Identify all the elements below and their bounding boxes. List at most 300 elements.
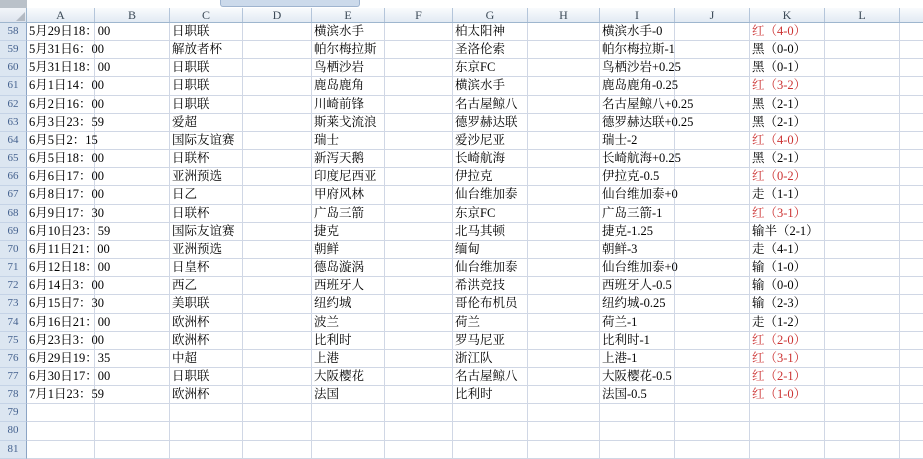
cell-B60[interactable] [95, 59, 170, 77]
cell-K76[interactable]: 红（3-1） [750, 350, 825, 368]
cell-D70[interactable] [243, 241, 312, 259]
row-header-62[interactable]: 62 [0, 96, 27, 114]
cell-M58[interactable] [900, 23, 923, 41]
cell-B75[interactable] [95, 332, 170, 350]
cell-B63[interactable] [95, 114, 170, 132]
cell-A81[interactable] [27, 441, 95, 459]
column-header-j[interactable]: J [675, 8, 750, 22]
cell-K63[interactable]: 黑（2-1） [750, 114, 825, 132]
cell-B68[interactable] [95, 205, 170, 223]
cell-H68[interactable] [528, 205, 600, 223]
cell-F76[interactable] [385, 350, 453, 368]
row-header-58[interactable]: 58 [0, 23, 27, 41]
cell-L64[interactable] [825, 132, 900, 150]
cell-E61[interactable]: 鹿岛鹿角 [312, 77, 385, 95]
cell-M67[interactable] [900, 186, 923, 204]
cell-D75[interactable] [243, 332, 312, 350]
cell-F67[interactable] [385, 186, 453, 204]
cell-H65[interactable] [528, 150, 600, 168]
cell-A75[interactable]: 6月23日3：00 [27, 332, 95, 350]
cell-F65[interactable] [385, 150, 453, 168]
cell-M81[interactable] [900, 441, 923, 459]
cell-H80[interactable] [528, 422, 600, 440]
cell-E66[interactable]: 印度尼西亚 [312, 168, 385, 186]
cell-A67[interactable]: 6月8日17：00 [27, 186, 95, 204]
cell-E69[interactable]: 捷克 [312, 223, 385, 241]
cell-B73[interactable] [95, 295, 170, 313]
cell-B72[interactable] [95, 277, 170, 295]
cell-M64[interactable] [900, 132, 923, 150]
cell-C78[interactable]: 欧洲杯 [170, 386, 243, 404]
cell-J62[interactable] [675, 96, 750, 114]
row-header-70[interactable]: 70 [0, 241, 27, 259]
cell-C80[interactable] [170, 422, 243, 440]
column-header-c[interactable]: C [170, 8, 243, 22]
cell-K73[interactable]: 输（2-3） [750, 295, 825, 313]
cell-K68[interactable]: 红（3-1） [750, 205, 825, 223]
cell-C67[interactable]: 日乙 [170, 186, 243, 204]
cell-G70[interactable]: 缅甸 [453, 241, 528, 259]
cell-A66[interactable]: 6月6日17：00 [27, 168, 95, 186]
cell-J73[interactable] [675, 295, 750, 313]
cell-B76[interactable] [95, 350, 170, 368]
cell-J72[interactable] [675, 277, 750, 295]
cell-C77[interactable]: 日职联 [170, 368, 243, 386]
cell-F73[interactable] [385, 295, 453, 313]
cell-G79[interactable] [453, 404, 528, 422]
row-header-81[interactable]: 81 [0, 441, 27, 459]
cell-A60[interactable]: 5月31日18：00 [27, 59, 95, 77]
cell-F75[interactable] [385, 332, 453, 350]
cell-B79[interactable] [95, 404, 170, 422]
cell-C60[interactable]: 日职联 [170, 59, 243, 77]
cell-A80[interactable] [27, 422, 95, 440]
cell-I59[interactable]: 帕尔梅拉斯-1 [600, 41, 675, 59]
top-tab[interactable] [220, 0, 360, 7]
column-header-i[interactable]: I [600, 8, 675, 22]
cell-E74[interactable]: 波兰 [312, 314, 385, 332]
cell-C65[interactable]: 日联杯 [170, 150, 243, 168]
cell-F58[interactable] [385, 23, 453, 41]
cell-B74[interactable] [95, 314, 170, 332]
cell-K78[interactable]: 红（1-0） [750, 386, 825, 404]
cell-M73[interactable] [900, 295, 923, 313]
cell-M66[interactable] [900, 168, 923, 186]
cell-C68[interactable]: 日联杯 [170, 205, 243, 223]
cell-H74[interactable] [528, 314, 600, 332]
cell-I70[interactable]: 朝鲜-3 [600, 241, 675, 259]
cell-C64[interactable]: 国际友谊赛 [170, 132, 243, 150]
cell-C58[interactable]: 日职联 [170, 23, 243, 41]
cell-H72[interactable] [528, 277, 600, 295]
cell-F79[interactable] [385, 404, 453, 422]
cell-D81[interactable] [243, 441, 312, 459]
cell-C79[interactable] [170, 404, 243, 422]
cell-J58[interactable] [675, 23, 750, 41]
cell-A59[interactable]: 5月31日6：00 [27, 41, 95, 59]
cell-K81[interactable] [750, 441, 825, 459]
cell-H58[interactable] [528, 23, 600, 41]
cell-D69[interactable] [243, 223, 312, 241]
cell-A74[interactable]: 6月16日21：00 [27, 314, 95, 332]
cell-B58[interactable] [95, 23, 170, 41]
cell-I60[interactable]: 鸟栖沙岩+0.25 [600, 59, 675, 77]
cell-E71[interactable]: 德岛漩涡 [312, 259, 385, 277]
cell-F69[interactable] [385, 223, 453, 241]
column-header-f[interactable]: F [385, 8, 453, 22]
cell-M78[interactable] [900, 386, 923, 404]
cell-L78[interactable] [825, 386, 900, 404]
row-header-74[interactable]: 74 [0, 314, 27, 332]
cell-L70[interactable] [825, 241, 900, 259]
cell-F59[interactable] [385, 41, 453, 59]
cell-L69[interactable] [825, 223, 900, 241]
row-header-71[interactable]: 71 [0, 259, 27, 277]
cell-L68[interactable] [825, 205, 900, 223]
cell-B70[interactable] [95, 241, 170, 259]
cell-H62[interactable] [528, 96, 600, 114]
cell-D74[interactable] [243, 314, 312, 332]
cell-C71[interactable]: 日皇杯 [170, 259, 243, 277]
cell-I65[interactable]: 长崎航海+0.25 [600, 150, 675, 168]
column-header-k[interactable]: K [750, 8, 825, 22]
cell-A61[interactable]: 6月1日14：00 [27, 77, 95, 95]
column-header-a[interactable]: A [27, 8, 95, 22]
cell-F78[interactable] [385, 386, 453, 404]
cell-D78[interactable] [243, 386, 312, 404]
cell-L79[interactable] [825, 404, 900, 422]
cell-B67[interactable] [95, 186, 170, 204]
cell-K72[interactable]: 输（0-0） [750, 277, 825, 295]
cell-G65[interactable]: 长崎航海 [453, 150, 528, 168]
cell-J64[interactable] [675, 132, 750, 150]
cell-D73[interactable] [243, 295, 312, 313]
cell-G81[interactable] [453, 441, 528, 459]
cell-G62[interactable]: 名古屋鲸八 [453, 96, 528, 114]
cell-H66[interactable] [528, 168, 600, 186]
cell-K61[interactable]: 红（3-2） [750, 77, 825, 95]
cell-L75[interactable] [825, 332, 900, 350]
cell-A68[interactable]: 6月9日17：30 [27, 205, 95, 223]
cell-K70[interactable]: 走（4-1） [750, 241, 825, 259]
column-header-b[interactable]: B [95, 8, 170, 22]
cell-K66[interactable]: 红（0-2） [750, 168, 825, 186]
row-header-72[interactable]: 72 [0, 277, 27, 295]
cell-L58[interactable] [825, 23, 900, 41]
cell-I63[interactable]: 德罗赫达联+0.25 [600, 114, 675, 132]
cell-F70[interactable] [385, 241, 453, 259]
cell-H75[interactable] [528, 332, 600, 350]
cell-L63[interactable] [825, 114, 900, 132]
cell-G63[interactable]: 德罗赫达联 [453, 114, 528, 132]
cell-H67[interactable] [528, 186, 600, 204]
cell-G75[interactable]: 罗马尼亚 [453, 332, 528, 350]
row-header-80[interactable]: 80 [0, 422, 27, 440]
cell-B66[interactable] [95, 168, 170, 186]
cell-B78[interactable] [95, 386, 170, 404]
cell-B81[interactable] [95, 441, 170, 459]
cell-C59[interactable]: 解放者杯 [170, 41, 243, 59]
row-header-73[interactable]: 73 [0, 295, 27, 313]
cell-I69[interactable]: 捷克-1.25 [600, 223, 675, 241]
row-header-75[interactable]: 75 [0, 332, 27, 350]
cell-E81[interactable] [312, 441, 385, 459]
cell-A73[interactable]: 6月15日7：30 [27, 295, 95, 313]
cell-E62[interactable]: 川崎前锋 [312, 96, 385, 114]
cell-J66[interactable] [675, 168, 750, 186]
cell-B65[interactable] [95, 150, 170, 168]
row-header-60[interactable]: 60 [0, 59, 27, 77]
cell-C69[interactable]: 国际友谊赛 [170, 223, 243, 241]
cell-J70[interactable] [675, 241, 750, 259]
cell-B62[interactable] [95, 96, 170, 114]
cell-L72[interactable] [825, 277, 900, 295]
cell-I58[interactable]: 横滨水手-0 [600, 23, 675, 41]
cell-M68[interactable] [900, 205, 923, 223]
cell-C70[interactable]: 亚洲预选 [170, 241, 243, 259]
cell-F74[interactable] [385, 314, 453, 332]
cell-D68[interactable] [243, 205, 312, 223]
cell-K79[interactable] [750, 404, 825, 422]
row-header-63[interactable]: 63 [0, 114, 27, 132]
cell-D80[interactable] [243, 422, 312, 440]
cell-H69[interactable] [528, 223, 600, 241]
cell-E68[interactable]: 广岛三箭 [312, 205, 385, 223]
cell-D58[interactable] [243, 23, 312, 41]
cell-M59[interactable] [900, 41, 923, 59]
cell-D67[interactable] [243, 186, 312, 204]
cell-G68[interactable]: 东京FC [453, 205, 528, 223]
row-header-59[interactable]: 59 [0, 41, 27, 59]
cell-C81[interactable] [170, 441, 243, 459]
cell-H61[interactable] [528, 77, 600, 95]
cell-J61[interactable] [675, 77, 750, 95]
cell-E60[interactable]: 鸟栖沙岩 [312, 59, 385, 77]
cell-L66[interactable] [825, 168, 900, 186]
cell-H60[interactable] [528, 59, 600, 77]
row-header-66[interactable]: 66 [0, 168, 27, 186]
cell-E65[interactable]: 新泻天鹅 [312, 150, 385, 168]
cell-D62[interactable] [243, 96, 312, 114]
cell-A72[interactable]: 6月14日3：00 [27, 277, 95, 295]
cell-L80[interactable] [825, 422, 900, 440]
cell-M79[interactable] [900, 404, 923, 422]
cell-C73[interactable]: 美职联 [170, 295, 243, 313]
cell-J74[interactable] [675, 314, 750, 332]
cell-L67[interactable] [825, 186, 900, 204]
cell-K69[interactable]: 输半（2-1） [750, 223, 825, 241]
cell-C66[interactable]: 亚洲预选 [170, 168, 243, 186]
cell-H64[interactable] [528, 132, 600, 150]
cell-B64[interactable] [95, 132, 170, 150]
cell-I61[interactable]: 鹿岛鹿角-0.25 [600, 77, 675, 95]
cell-J60[interactable] [675, 59, 750, 77]
row-header-64[interactable]: 64 [0, 132, 27, 150]
cell-E73[interactable]: 纽约城 [312, 295, 385, 313]
cell-I73[interactable]: 纽约城-0.25 [600, 295, 675, 313]
cell-J63[interactable] [675, 114, 750, 132]
cell-D60[interactable] [243, 59, 312, 77]
cell-B61[interactable] [95, 77, 170, 95]
cell-I80[interactable] [600, 422, 675, 440]
cell-K67[interactable]: 走（1-1） [750, 186, 825, 204]
cell-E72[interactable]: 西班牙人 [312, 277, 385, 295]
cell-G77[interactable]: 名古屋鲸八 [453, 368, 528, 386]
cell-I67[interactable]: 仙台维加泰+0 [600, 186, 675, 204]
cell-I72[interactable]: 西班牙人-0.5 [600, 277, 675, 295]
cell-M75[interactable] [900, 332, 923, 350]
column-header-h[interactable]: H [528, 8, 600, 22]
cell-F60[interactable] [385, 59, 453, 77]
cell-I71[interactable]: 仙台维加泰+0 [600, 259, 675, 277]
cell-F81[interactable] [385, 441, 453, 459]
cell-F66[interactable] [385, 168, 453, 186]
cell-J65[interactable] [675, 150, 750, 168]
cell-L61[interactable] [825, 77, 900, 95]
cell-J80[interactable] [675, 422, 750, 440]
cell-G69[interactable]: 北马其顿 [453, 223, 528, 241]
cell-A78[interactable]: 7月1日23：59 [27, 386, 95, 404]
cell-A65[interactable]: 6月5日18：00 [27, 150, 95, 168]
cell-F72[interactable] [385, 277, 453, 295]
cell-L59[interactable] [825, 41, 900, 59]
row-header-78[interactable]: 78 [0, 386, 27, 404]
row-header-79[interactable]: 79 [0, 404, 27, 422]
column-header-e[interactable]: E [312, 8, 385, 22]
cell-M70[interactable] [900, 241, 923, 259]
cell-D61[interactable] [243, 77, 312, 95]
row-header-65[interactable]: 65 [0, 150, 27, 168]
cell-E58[interactable]: 横滨水手 [312, 23, 385, 41]
cell-H71[interactable] [528, 259, 600, 277]
cell-E77[interactable]: 大阪樱花 [312, 368, 385, 386]
cell-A77[interactable]: 6月30日17：00 [27, 368, 95, 386]
cell-L62[interactable] [825, 96, 900, 114]
cell-K65[interactable]: 黑（2-1） [750, 150, 825, 168]
cell-E80[interactable] [312, 422, 385, 440]
cell-B77[interactable] [95, 368, 170, 386]
cell-C62[interactable]: 日职联 [170, 96, 243, 114]
cell-M76[interactable] [900, 350, 923, 368]
cell-A70[interactable]: 6月11日21：00 [27, 241, 95, 259]
column-header-g[interactable]: G [453, 8, 528, 22]
cell-G78[interactable]: 比利时 [453, 386, 528, 404]
cell-J75[interactable] [675, 332, 750, 350]
cell-J71[interactable] [675, 259, 750, 277]
cell-G66[interactable]: 伊拉克 [453, 168, 528, 186]
cell-E78[interactable]: 法国 [312, 386, 385, 404]
cell-J77[interactable] [675, 368, 750, 386]
cell-E63[interactable]: 斯莱戈流浪 [312, 114, 385, 132]
cell-M69[interactable] [900, 223, 923, 241]
cell-L71[interactable] [825, 259, 900, 277]
cell-A69[interactable]: 6月10日23：59 [27, 223, 95, 241]
cell-B59[interactable] [95, 41, 170, 59]
cell-M61[interactable] [900, 77, 923, 95]
cell-K62[interactable]: 黑（2-1） [750, 96, 825, 114]
cell-J59[interactable] [675, 41, 750, 59]
cell-A71[interactable]: 6月12日18：00 [27, 259, 95, 277]
cell-A76[interactable]: 6月29日19：35 [27, 350, 95, 368]
cell-I64[interactable]: 瑞士-2 [600, 132, 675, 150]
cell-K77[interactable]: 红（2-1） [750, 368, 825, 386]
cell-J69[interactable] [675, 223, 750, 241]
cell-C75[interactable]: 欧洲杯 [170, 332, 243, 350]
cell-F61[interactable] [385, 77, 453, 95]
cell-G71[interactable]: 仙台维加泰 [453, 259, 528, 277]
row-header-76[interactable]: 76 [0, 350, 27, 368]
cell-E70[interactable]: 朝鲜 [312, 241, 385, 259]
cell-L73[interactable] [825, 295, 900, 313]
cell-I75[interactable]: 比利时-1 [600, 332, 675, 350]
cell-J81[interactable] [675, 441, 750, 459]
column-header-m-sliver[interactable] [900, 8, 923, 22]
cell-B80[interactable] [95, 422, 170, 440]
cell-C74[interactable]: 欧洲杯 [170, 314, 243, 332]
cell-I62[interactable]: 名古屋鲸八+0.25 [600, 96, 675, 114]
cell-K60[interactable]: 黑（0-1） [750, 59, 825, 77]
cell-H81[interactable] [528, 441, 600, 459]
cell-M63[interactable] [900, 114, 923, 132]
cell-G60[interactable]: 东京FC [453, 59, 528, 77]
cell-G72[interactable]: 希洪竞技 [453, 277, 528, 295]
cell-C63[interactable]: 爱超 [170, 114, 243, 132]
cell-G59[interactable]: 圣洛伦索 [453, 41, 528, 59]
cell-E59[interactable]: 帕尔梅拉斯 [312, 41, 385, 59]
cell-G73[interactable]: 哥伦布机员 [453, 295, 528, 313]
cell-A62[interactable]: 6月2日16：00 [27, 96, 95, 114]
cell-F77[interactable] [385, 368, 453, 386]
cell-D64[interactable] [243, 132, 312, 150]
cell-G61[interactable]: 横滨水手 [453, 77, 528, 95]
column-header-d[interactable]: D [243, 8, 312, 22]
cell-K59[interactable]: 黑（0-0） [750, 41, 825, 59]
cell-G74[interactable]: 荷兰 [453, 314, 528, 332]
row-header-68[interactable]: 68 [0, 205, 27, 223]
cell-I74[interactable]: 荷兰-1 [600, 314, 675, 332]
cell-H70[interactable] [528, 241, 600, 259]
cell-D71[interactable] [243, 259, 312, 277]
cell-A79[interactable] [27, 404, 95, 422]
cell-B71[interactable] [95, 259, 170, 277]
cell-M74[interactable] [900, 314, 923, 332]
cell-A58[interactable]: 5月29日18：00 [27, 23, 95, 41]
cell-K74[interactable]: 走（1-2） [750, 314, 825, 332]
cell-M65[interactable] [900, 150, 923, 168]
cell-D59[interactable] [243, 41, 312, 59]
cell-C72[interactable]: 西乙 [170, 277, 243, 295]
cell-L81[interactable] [825, 441, 900, 459]
cell-E75[interactable]: 比利时 [312, 332, 385, 350]
cell-F80[interactable] [385, 422, 453, 440]
cell-G76[interactable]: 浙江队 [453, 350, 528, 368]
cell-H77[interactable] [528, 368, 600, 386]
cell-E79[interactable] [312, 404, 385, 422]
cell-D63[interactable] [243, 114, 312, 132]
cell-G67[interactable]: 仙台维加泰 [453, 186, 528, 204]
cell-D72[interactable] [243, 277, 312, 295]
cell-K71[interactable]: 输（1-0） [750, 259, 825, 277]
cell-B69[interactable] [95, 223, 170, 241]
cell-C61[interactable]: 日职联 [170, 77, 243, 95]
cell-J76[interactable] [675, 350, 750, 368]
cell-H59[interactable] [528, 41, 600, 59]
cell-M71[interactable] [900, 259, 923, 277]
cell-K64[interactable]: 红（4-0） [750, 132, 825, 150]
cell-H63[interactable] [528, 114, 600, 132]
cell-H73[interactable] [528, 295, 600, 313]
cell-M72[interactable] [900, 277, 923, 295]
